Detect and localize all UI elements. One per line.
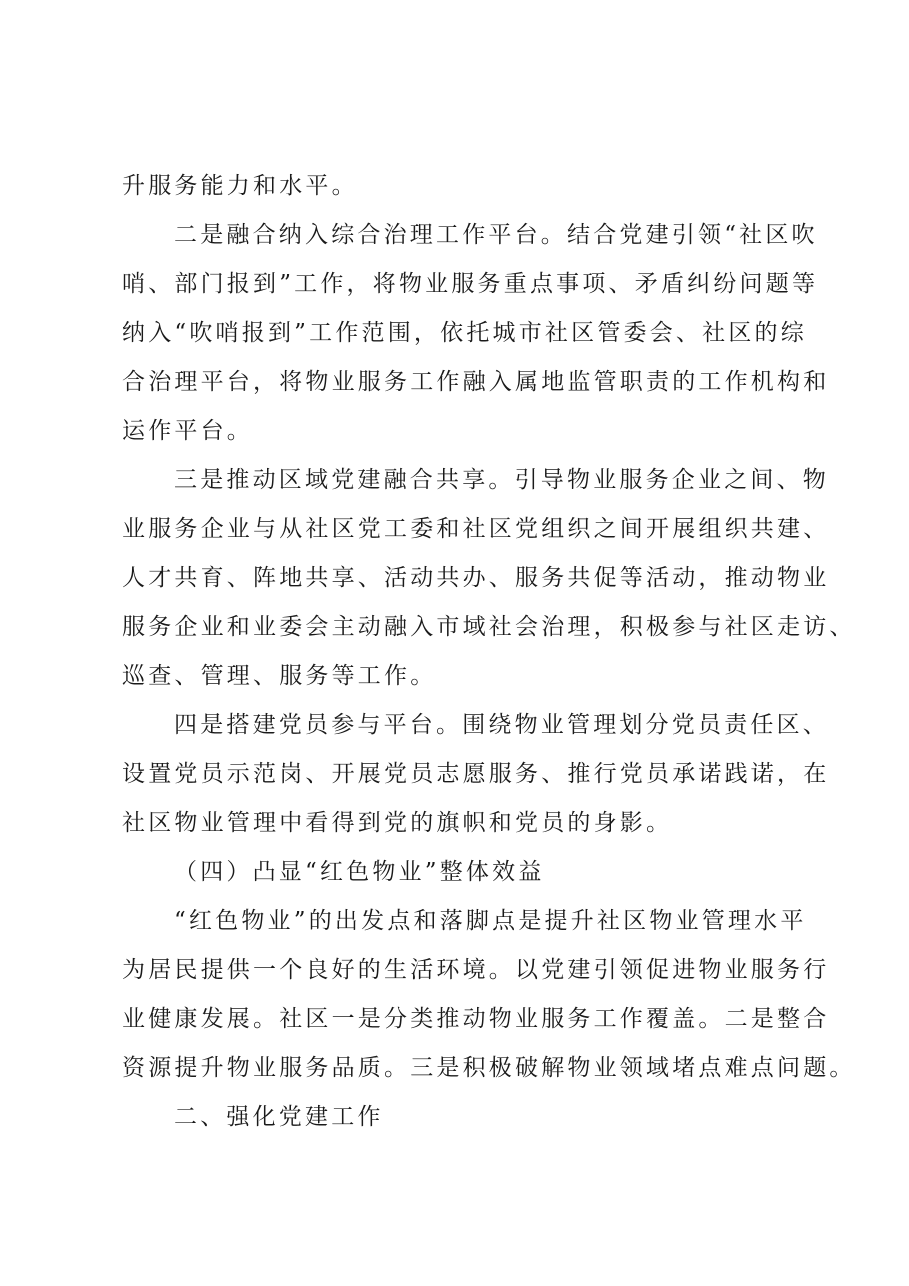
text-line: 服务企业和业委会主动融入市域社会治理，积极参与社区走访、 <box>122 614 856 640</box>
text-line: 资源提升物业服务品质。三是积极破解物业领域堵点难点问题。 <box>122 1055 856 1081</box>
text-line: 设置党员示范岗、开展党员志愿服务、推行党员承诺践诺，在 <box>122 761 830 787</box>
text-line: 运作平台。 <box>122 418 253 444</box>
document-body <box>122 162 856 1142</box>
paragraph-start-line: “红色物业”的出发点和落脚点是提升社区物业管理水平 <box>174 908 807 934</box>
text-line: 哨、部门报到”工作，将物业服务重点事项、矛盾纠纷问题等 <box>122 271 819 297</box>
text-line: 社区物业管理中看得到党的旗帜和党员的身影。 <box>122 810 673 836</box>
text-line: 业健康发展。社区一是分类推动物业服务工作覆盖。二是整合 <box>122 1006 830 1032</box>
text-line: 纳入“吹哨报到”工作范围，依托城市社区管委会、社区的综 <box>122 320 807 346</box>
paragraph-start-line: 三是推动区域党建融合共享。引导物业服务企业之间、物 <box>174 467 829 493</box>
chapter-heading: 二、强化党建工作 <box>174 1104 384 1130</box>
paragraph-start-line: 二是融合纳入综合治理工作平台。结合党建引领“社区吹 <box>174 222 818 248</box>
text-line: 人才共育、阵地共享、活动共办、服务共促等活动，推动物业 <box>122 565 830 591</box>
text-line: 业服务企业与从社区党工委和社区党组织之间开展组织共建、 <box>122 516 830 542</box>
text-line: 合治理平台，将物业服务工作融入属地监管职责的工作机构和 <box>122 369 830 395</box>
paragraph-start-line: 四是搭建党员参与平台。围绕物业管理划分党员责任区、 <box>174 712 829 738</box>
text-line: 升服务能力和水平。 <box>122 173 358 199</box>
section-heading: （四）凸显“红色物业”整体效益 <box>174 859 545 885</box>
text-line: 巡查、管理、服务等工作。 <box>122 663 437 689</box>
text-line: 为居民提供一个良好的生活环境。以党建引领促进物业服务行 <box>122 957 830 983</box>
